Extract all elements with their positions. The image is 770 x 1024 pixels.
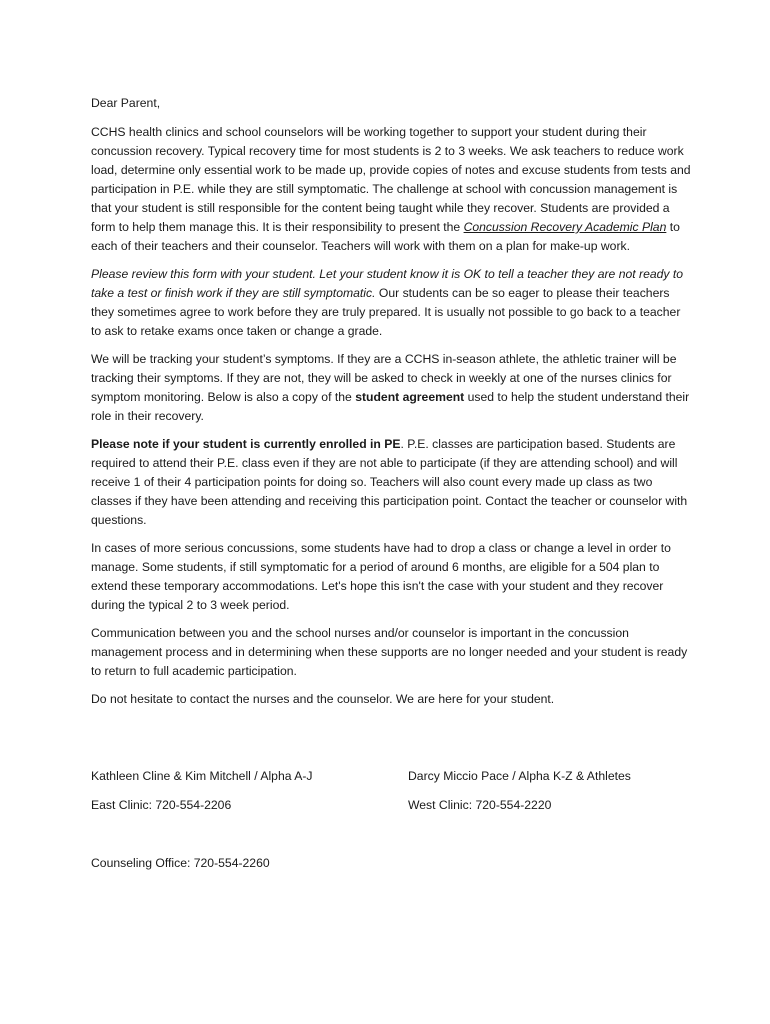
- p3-text-b: used to help the student understand their role in their recovery.: [91, 390, 690, 423]
- letter-body: [91, 94, 691, 718]
- p4-text: . P.E. classes are participation based. Students are required to attend their P.E. class even if they are not able to participate (if they are attending school) and will receive 1 of their 4 participation points for doing so. Teachers will also count every made up class as two classes if they have been attending and receiving this participation point. Contact the teacher or counselor with questions.: [91, 437, 688, 527]
- east-clinic-phone: East Clinic: 720-554-2206: [91, 798, 232, 812]
- paragraph-symptom-tracking: [91, 350, 691, 426]
- west-nurses-names: Darcy Miccio Pace / Alpha K-Z & Athletes: [408, 769, 631, 783]
- p3-text-a: We will be tracking your student’s symptoms. If they are a CCHS in-season athlete, the athletic trainer will be tracking their symptoms. If they are not, they will be asked to check in weekly at one of the nurses clinics for symptom monitoring. Below is also a copy of the: [91, 352, 677, 404]
- paragraph-communication: Communication between you and the school nurses and/or counselor is important in the concussion management process and in determining when these supports are no longer needed and your student is ready to return to full academic participation.: [91, 626, 688, 678]
- paragraph-closing: Do not hesitate to contact the nurses and the counselor. We are here for your student.: [91, 692, 555, 706]
- academic-plan-title: Concussion Recovery Academic Plan: [463, 220, 667, 234]
- paragraph-pe-note: [91, 435, 691, 530]
- paragraph-review-form: [91, 265, 691, 341]
- paragraph-recovery-overview: [91, 123, 691, 256]
- west-clinic-phone: West Clinic: 720-554-2220: [408, 798, 552, 812]
- p1-text-b: to each of their teachers and their counselor. Teachers will work with them on a plan for make-up work.: [91, 220, 680, 253]
- p1-text-a: CCHS health clinics and school counselors will be working together to support your student during their concussion recovery. Typical recovery time for most students is 2 to 3 weeks. We ask teachers to reduce work load, determine only essential work to be made up, provide copies of notes and excuse students from tests and participation in P.E. while they are still symptomatic. The challenge at school with concussion management is that your student is still responsible for the content being taught while they recover. Students are provided a form to help them manage this. It is their responsibility to present the: [91, 125, 691, 234]
- paragraph-serious-concussions: In cases of more serious concussions, some students have had to drop a class or change a level in order to manage. Some students, if still symptomatic for a period of around 6 months, are eligible for a 504 plan to extend these temporary accommodations. Let's hope this isn't the case with your student and they recover during the typical 2 to 3 week period.: [91, 541, 671, 612]
- pe-note-heading: Please note if your student is currently enrolled in PE: [91, 437, 401, 451]
- east-nurses-names: Kathleen Cline & Kim Mitchell / Alpha A-J: [91, 769, 313, 783]
- greeting: Dear Parent,: [91, 96, 161, 110]
- counseling-office-phone: Counseling Office: 720-554-2260: [91, 856, 270, 870]
- student-agreement-term: student agreement: [355, 390, 465, 404]
- p2-italic-text: Please review this form with your student. Let your student know it is OK to tell a teacher they are not ready to take a test or finish work if they are still symptomatic.: [91, 267, 684, 300]
- p2-text: Our students can be so eager to please their teachers they sometimes agree to work before they are truly prepared. It is usually not possible to go back to a teacher to ask to retake exams once taken or change a grade.: [91, 286, 681, 338]
